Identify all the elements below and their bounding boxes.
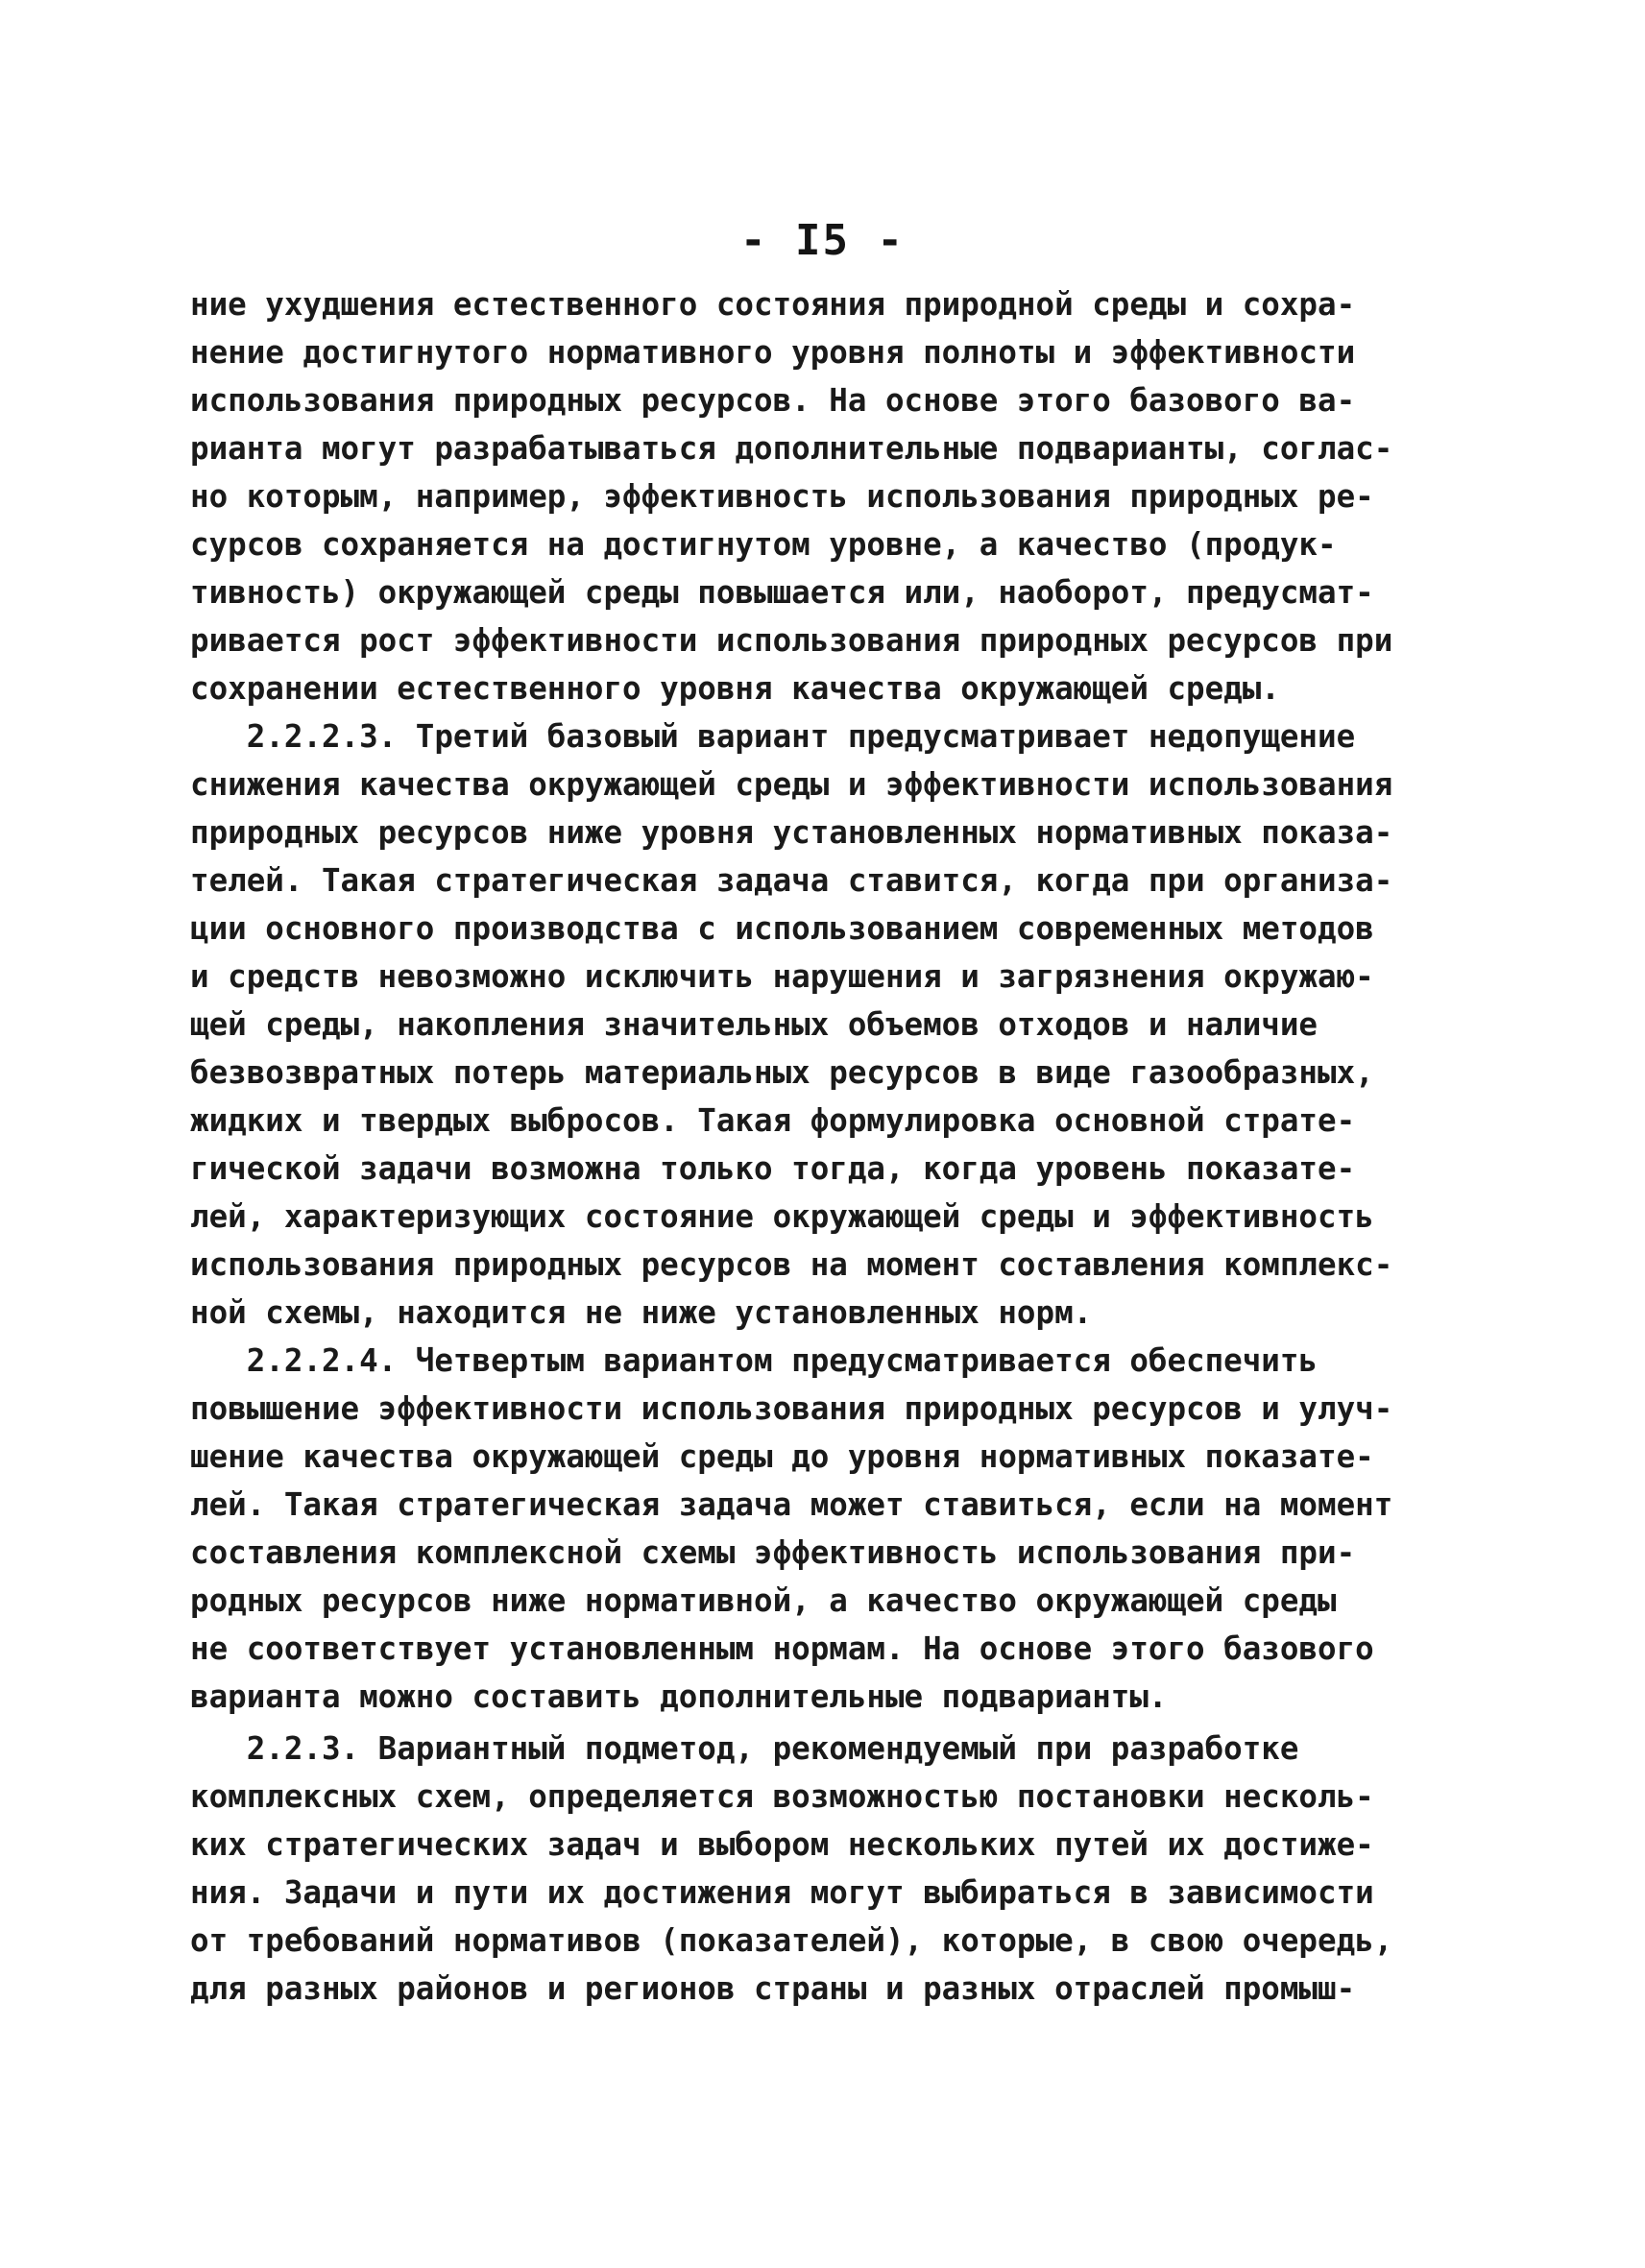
text-line: 2.2.2.3. Третий базовый вариант предусматривает недопущение [190,718,1356,755]
text-line: рианта могут разрабатываться дополнительные подварианты, соглас- [190,430,1393,467]
paragraph-continuation [190,280,1477,712]
text-line: гической задачи возможна только тогда, когда уровень показате- [190,1150,1356,1187]
text-line: сохранении естественного уровня качества окружающей среды. [190,670,1280,707]
body-text [190,280,1477,2013]
text-line: от требований нормативов (показателей), которые, в свою очередь, [190,1922,1393,1959]
text-line: ния. Задачи и пути их достижения могут выбираться в зависимости [190,1874,1374,1911]
text-line: ких стратегических задач и выбором нескольких путей их достиже- [190,1826,1374,1863]
text-line: щей среды, накопления значительных объемов отходов и наличие [190,1006,1318,1043]
text-line: использования природных ресурсов. На основе этого базового ва- [190,382,1356,419]
text-line: телей. Такая стратегическая задача ставится, когда при организа- [190,862,1393,899]
text-line: ние ухудшения естественного состояния природной среды и сохра- [190,286,1356,323]
text-line: природных ресурсов ниже уровня установленных нормативных показа- [190,814,1393,851]
paragraph-2-2-3 [190,1725,1477,2013]
paragraph-2-2-2-3 [190,712,1477,1337]
text-line: лей. Такая стратегическая задача может ставиться, если на момент [190,1486,1393,1523]
text-line: 2.2.2.4. Четвертым вариантом предусматривается обеспечить [190,1342,1318,1379]
text-line: и средств невозможно исключить нарушения и загрязнения окружаю- [190,958,1374,995]
text-line: безвозвратных потерь материальных ресурсов в виде газообразных, [190,1054,1374,1091]
paragraph-2-2-2-4 [190,1337,1477,1721]
text-line: сурсов сохраняется на достигнутом уровне, а качество (продук- [190,526,1337,563]
text-line: но которым, например, эффективность использования природных ре- [190,478,1374,515]
text-line: комплексных схем, определяется возможностью постановки несколь- [190,1778,1374,1815]
text-line: нение достигнутого нормативного уровня полноты и эффективности [190,334,1356,371]
text-line: родных ресурсов ниже нормативной, а качество окружающей среды [190,1582,1337,1619]
text-line: лей, характеризующих состояние окружающей среды и эффективность [190,1198,1374,1235]
text-line: использования природных ресурсов на момент составления комплекс- [190,1246,1393,1283]
text-line: 2.2.3. Вариантный подметод, рекомендуемый при разработке [190,1730,1299,1767]
text-line: ной схемы, находится не ниже установленных норм. [190,1294,1093,1331]
page-number: - I5 - [740,216,905,265]
text-line: ции основного производства с использованием современных методов [190,910,1374,947]
text-line: для разных районов и регионов страны и разных отраслей промыш- [190,1970,1356,2007]
text-line: составления комплексной схемы эффективность использования при- [190,1534,1356,1571]
text-line: шение качества окружающей среды до уровня нормативных показате- [190,1438,1374,1475]
text-line: тивность) окружающей среды повышается или, наоборот, предусмат- [190,574,1374,611]
text-line: жидких и твердых выбросов. Такая формулировка основной страте- [190,1102,1356,1139]
text-line: не соответствует установленным нормам. На основе этого базового [190,1630,1374,1667]
text-line: ривается рост эффективности использования природных ресурсов при [190,622,1393,659]
text-line: снижения качества окружающей среды и эффективности использования [190,766,1393,803]
text-line: варианта можно составить дополнительные подварианты. [190,1678,1168,1715]
text-line: повышение эффективности использования природных ресурсов и улуч- [190,1390,1393,1427]
